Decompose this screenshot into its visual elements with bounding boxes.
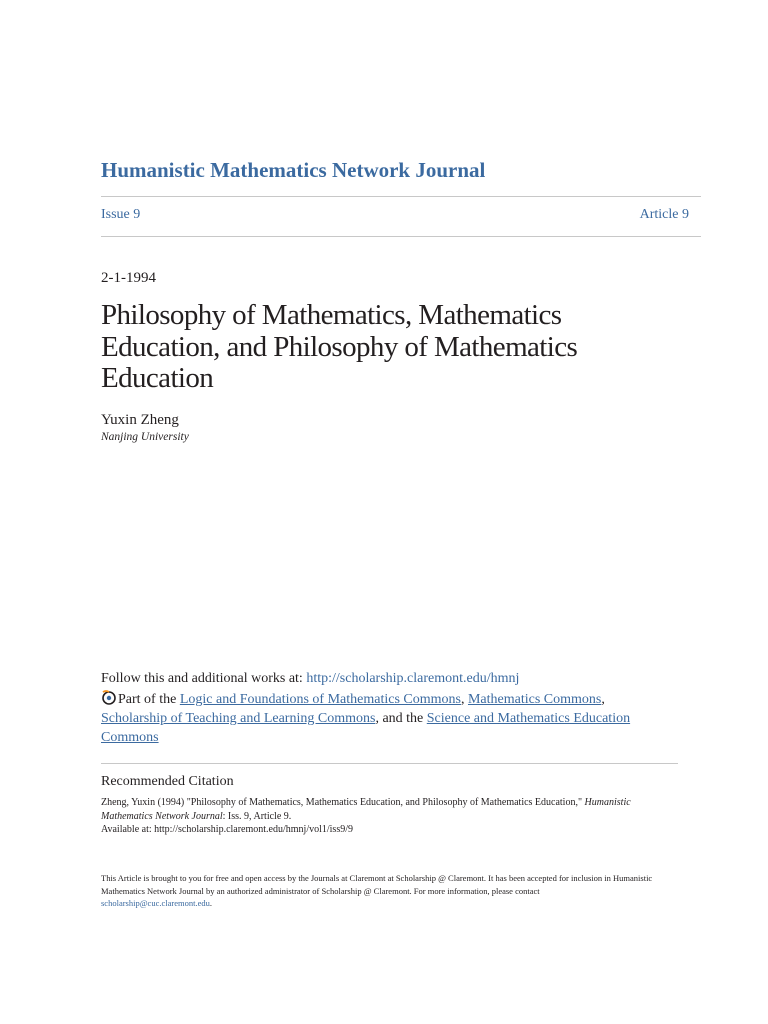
citation-text	[101, 796, 671, 837]
article-title: Philosophy of Mathematics, Mathematics Education, and Philosophy of Mathematics Education	[101, 299, 578, 394]
journal-title-link[interactable]: Humanistic Mathematics Network Journal	[101, 158, 486, 182]
header-top-rule	[101, 196, 701, 197]
part-prefix: Part of the	[118, 692, 180, 707]
logic-foundations-commons-link[interactable]: Logic and Foundations of Mathematics Commons	[179, 692, 461, 707]
citation-rule	[101, 763, 678, 764]
scholarship-teaching-commons-link[interactable]: Scholarship of Teaching and Learning Commons	[101, 711, 376, 726]
author-name: Yuxin Zheng	[101, 412, 179, 428]
follow-prefix: Follow this and additional works at:	[101, 671, 307, 686]
part-separator: ,	[460, 692, 468, 707]
access-notice-text: This Article is brought to you for free and open access by the Journals at Claremont at Scholarship @ Claremont. It has been accepted for inclusion in Humanistic Mathematics Network Journal by an authorized administrator of Scholarship @ Claremont. For more information, please contact	[101, 873, 653, 896]
article-number-link[interactable]: Article 9	[639, 207, 689, 222]
publication-date: 2-1-1994	[101, 270, 156, 286]
science-math-education-commons-link[interactable]: Science and Mathematics Education Commons	[101, 711, 631, 745]
contact-email-link[interactable]: scholarship@cuc.claremont.edu	[101, 898, 210, 908]
access-notice-end: .	[209, 898, 212, 908]
recommended-citation-heading: Recommended Citation	[101, 774, 234, 789]
follow-line	[101, 671, 519, 687]
part-separator: , and the	[375, 711, 427, 726]
part-separator: ,	[601, 692, 605, 707]
citation-issue: : Iss. 9, Article 9.	[222, 810, 292, 822]
header-bottom-rule	[101, 236, 701, 237]
access-notice	[101, 872, 671, 910]
author-affiliation: Nanjing University	[101, 431, 189, 443]
repository-link[interactable]: http://scholarship.claremont.edu/hmnj	[306, 671, 520, 686]
citation-journal: Humanistic Mathematics Network Journal	[101, 797, 631, 822]
issue-link[interactable]: Issue 9	[101, 207, 141, 222]
part-of-commons	[101, 690, 661, 747]
citation-body: Zheng, Yuxin (1994) "Philosophy of Mathematics, Mathematics Education, and Philosophy of Mathematics Education,"	[101, 797, 585, 808]
open-access-icon	[101, 690, 116, 705]
citation-available: Available at: http://scholarship.claremont.edu/hmnj/vol1/iss9/9	[101, 824, 353, 835]
mathematics-commons-link[interactable]: Mathematics Commons	[467, 692, 602, 707]
